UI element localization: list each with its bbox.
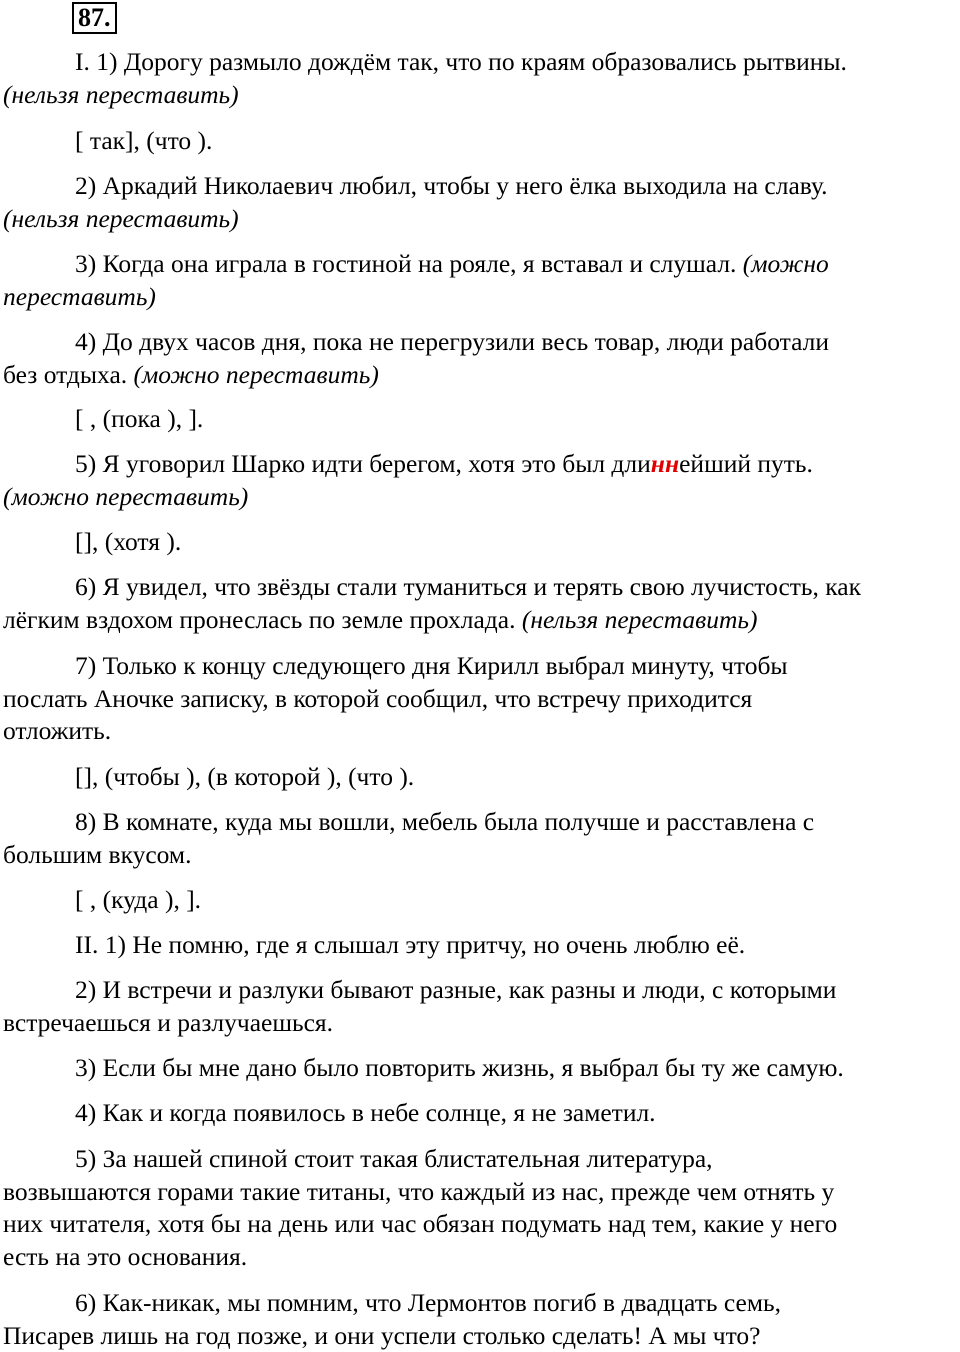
text-line: есть на это основания.: [3, 1241, 248, 1271]
highlighted-letters: нн: [650, 449, 680, 478]
note-can-swap: (можно переставить): [3, 481, 249, 511]
text-line: 3) Если бы мне дано было повторить жизнь, я выбрал бы ту же самую.: [75, 1053, 844, 1082]
scheme-7: [3, 761, 958, 794]
text-line: большим вкусом.: [3, 839, 192, 869]
sentence-1-1: [3, 46, 958, 111]
scheme-5: [3, 526, 958, 559]
note-can-swap: (можно: [742, 249, 829, 278]
text-line: лёгким вздохом пронеслась по земле прохлада.: [3, 604, 522, 634]
text-line: 7) Только к концу следующего дня Кирилл выбрал минуту, чтобы: [75, 651, 788, 680]
text-line: II. 1) Не помню, где я слышал эту притчу, но очень люблю её.: [75, 930, 746, 959]
text-line: 4) До двух часов дня, пока не перегрузили весь товар, люди работали: [75, 327, 829, 356]
sentence-2-5: [3, 1143, 958, 1273]
scheme-text: [], (хотя ).: [75, 527, 182, 556]
text-line: 5) За нашей спиной стоит такая блистательная литература,: [75, 1144, 713, 1173]
sentence-1-7: [3, 650, 958, 748]
sentence-1-6: [3, 571, 958, 636]
sentence-1-8: [3, 806, 958, 871]
text-line: 5) Я уговорил Шарко идти берегом, хотя это был дли: [75, 449, 651, 478]
note-cannot-swap: (нельзя переставить): [521, 604, 758, 634]
text-line: 2) Аркадий Николаевич любил, чтобы у него ёлка выходила на славу.: [75, 171, 828, 200]
scheme-text: [ , (куда ), ].: [75, 885, 202, 914]
note-cannot-swap: (нельзя переставить): [3, 79, 239, 109]
exercise-number: 87.: [72, 2, 117, 34]
sentence-2-6: [3, 1287, 958, 1352]
scheme-1: [3, 125, 958, 158]
sentence-1-5: [3, 448, 958, 513]
text-line: Писарев лишь на год позже, и они успели столько сделать! А мы что?: [3, 1320, 761, 1350]
scheme-text: [ , (пока ), ].: [75, 404, 204, 433]
sentence-1-2: [3, 170, 958, 235]
text-line: отложить.: [3, 716, 112, 745]
text-line: I. 1) Дорогу размыло дождём так, что по краям образовались рытвины.: [75, 47, 847, 76]
sentence-1-3: [3, 248, 958, 313]
scheme-8: [3, 884, 958, 917]
text-line: 2) И встречи и разлуки бывают разные, как разны и люди, с которыми: [75, 975, 837, 1004]
note-cannot-swap: (нельзя переставить): [3, 203, 239, 233]
scheme-text: [], (чтобы ), (в которой ), (что ).: [75, 762, 415, 791]
sentence-2-4: [3, 1097, 958, 1130]
text-line: послать Аночке записку, в которой сообщил, что встречу приходится: [3, 683, 753, 713]
sentence-2-2: [3, 974, 958, 1039]
text-line: ейший путь.: [679, 449, 813, 478]
scheme-4: [3, 403, 958, 436]
note-can-swap-cont: переставить): [3, 281, 156, 311]
sentence-2-3: [3, 1052, 958, 1085]
text-line: 4) Как и когда появилось в небе солнце, я не заметил.: [75, 1098, 656, 1127]
scheme-text: [ так], (что ).: [75, 126, 213, 155]
text-line: 3) Когда она играла в гостиной на рояле, я вставал и слушал.: [75, 249, 743, 278]
text-line: возвышаются горами такие титаны, что каждый из нас, прежде чем отнять у: [3, 1176, 835, 1206]
sentence-2-1: [3, 929, 958, 962]
text-line: встречаешься и разлучаешься.: [3, 1007, 334, 1037]
text-line: 6) Как-никак, мы помним, что Лермонтов погиб в двадцать семь,: [75, 1288, 781, 1317]
text-line: 6) Я увидел, что звёзды стали туманиться и терять свою лучистость, как: [75, 572, 862, 601]
note-can-swap: (можно переставить): [133, 359, 379, 389]
sentence-1-4: [3, 326, 958, 391]
text-line: без отдыха.: [3, 359, 134, 389]
text-line: них читателя, хотя бы на день или час обязан подумать над тем, какие у него: [3, 1209, 838, 1238]
text-line: 8) В комнате, куда мы вошли, мебель была получше и расставлена с: [75, 807, 815, 836]
